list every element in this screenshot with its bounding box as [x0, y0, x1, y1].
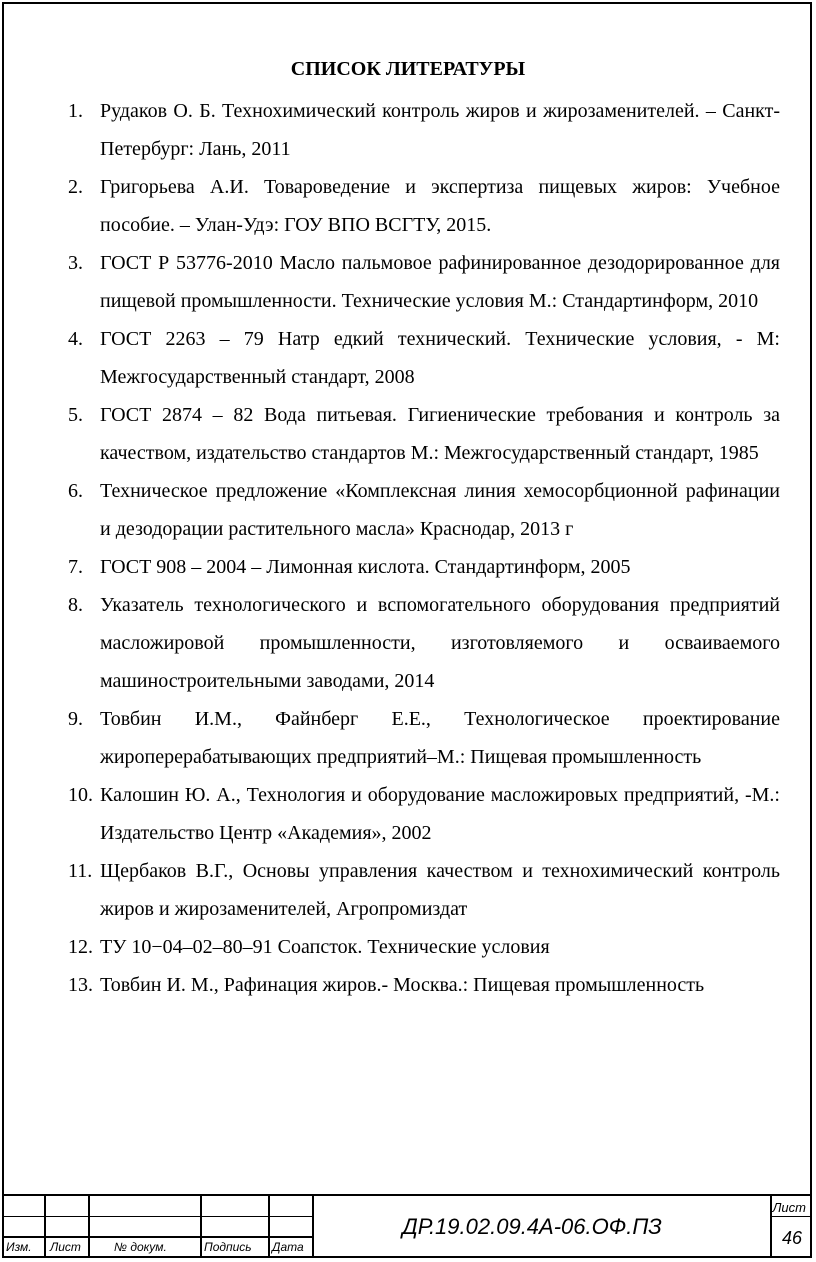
reference-item	[68, 92, 780, 168]
reference-number: 9.	[68, 708, 83, 730]
reference-text: ГОСТ 908 – 2004 – Лимонная кислота. Стандартинформ, 2005	[100, 556, 631, 578]
reference-text: Григорьева А.И. Товароведение и экспертиза пищевых жиров: Учебное пособие. – Улан-Удэ: ГОУ ВПО ВСГТУ, 2015.	[100, 176, 780, 236]
sheet-number: 46	[781, 1228, 802, 1248]
reference-text: Рудаков О. Б. Технохимический контроль жиров и жирозаменителей. – Санкт-Петербург: Лань, 2011	[100, 100, 780, 160]
reference-text: ГОСТ 2263 – 79 Натр едкий технический. Технические условия, - М: Межгосударственный стандарт, 2008	[100, 328, 780, 388]
reference-number: 7.	[68, 556, 83, 578]
sheet-label: Лист	[772, 1200, 806, 1215]
reference-text: ГОСТ 2874 – 82 Вода питьевая. Гигиенические требования и контроль за качеством, издательство стандартов М.: Межгосударственный стандарт, 1985	[100, 404, 780, 464]
reference-list	[68, 92, 780, 1004]
reference-text: Калошин Ю. А., Технология и оборудование масложировых предприятий, -М.: Издательство Центр «Академия», 2002	[100, 784, 780, 844]
reference-number: 11.	[68, 860, 93, 882]
reference-text: Товбин И. М., Рафинация жиров.- Москва.: Пищевая промышленность	[100, 974, 705, 996]
reference-number: 3.	[68, 252, 83, 274]
reference-item	[68, 320, 780, 396]
reference-number: 12.	[68, 936, 93, 958]
reference-number: 5.	[68, 404, 83, 426]
reference-number: 2.	[68, 176, 83, 198]
reference-item	[68, 928, 780, 966]
page-title: СПИСОК ЛИТЕРАТУРЫ	[290, 58, 526, 80]
stamp-col-podpis: Подпись	[204, 1240, 252, 1254]
stamp-divider	[312, 1196, 314, 1258]
reference-item	[68, 168, 780, 244]
reference-item	[68, 700, 780, 776]
reference-item	[68, 472, 780, 548]
stamp-col-izm: Изм.	[6, 1240, 32, 1254]
reference-text: Щербаков В.Г., Основы управления качеством и технохимический контроль жиров и жирозаменителей, Агропромиздат	[100, 860, 780, 920]
reference-item	[68, 776, 780, 852]
reference-item	[68, 586, 780, 700]
reference-item	[68, 548, 780, 586]
reference-text: Техническое предложение «Комплексная линия хемосорбционной рафинации и дезодорации растительного масла» Краснодар, 2013 г	[100, 480, 780, 540]
title-block-stamp	[2, 1194, 812, 1258]
stamp-divider	[44, 1196, 46, 1258]
stamp-divider	[200, 1196, 202, 1258]
reference-number: 6.	[68, 480, 83, 502]
stamp-col-list: Лист	[50, 1240, 81, 1254]
stamp-divider	[2, 1236, 312, 1238]
reference-text: Указатель технологического и вспомогательного оборудования предприятий масложировой промышленности, изготовляемого и осваиваемого машиностроительными заводами, 2014	[100, 594, 780, 692]
reference-number: 13.	[68, 974, 93, 996]
reference-number: 8.	[68, 594, 83, 616]
reference-item	[68, 852, 780, 928]
reference-item	[68, 244, 780, 320]
reference-text: ТУ 10−04–02–80–91 Соапсток. Технические условия	[100, 936, 550, 958]
reference-text: ГОСТ Р 53776-2010 Масло пальмовое рафинированное дезодорированное для пищевой промышленности. Технические условия М.: Стандартинформ, 2010	[100, 252, 780, 312]
stamp-col-data: Дата	[272, 1240, 304, 1254]
stamp-divider	[770, 1216, 812, 1217]
stamp-divider	[2, 1216, 312, 1217]
reference-number: 1.	[68, 100, 83, 122]
document-number: ДР.19.02.09.4А-06.ОФ.ПЗ	[402, 1214, 662, 1239]
stamp-col-dokum: № докум.	[114, 1240, 167, 1254]
reference-item	[68, 396, 780, 472]
stamp-divider	[88, 1196, 90, 1258]
reference-item	[68, 966, 780, 1004]
stamp-divider	[268, 1196, 270, 1258]
reference-text: Товбин И.М., Файнберг Е.Е., Технологическое проектирование жироперерабатывающих предприятий–М.: Пищевая промышленность	[100, 708, 780, 768]
reference-number: 4.	[68, 328, 83, 350]
reference-number: 10.	[68, 784, 93, 806]
